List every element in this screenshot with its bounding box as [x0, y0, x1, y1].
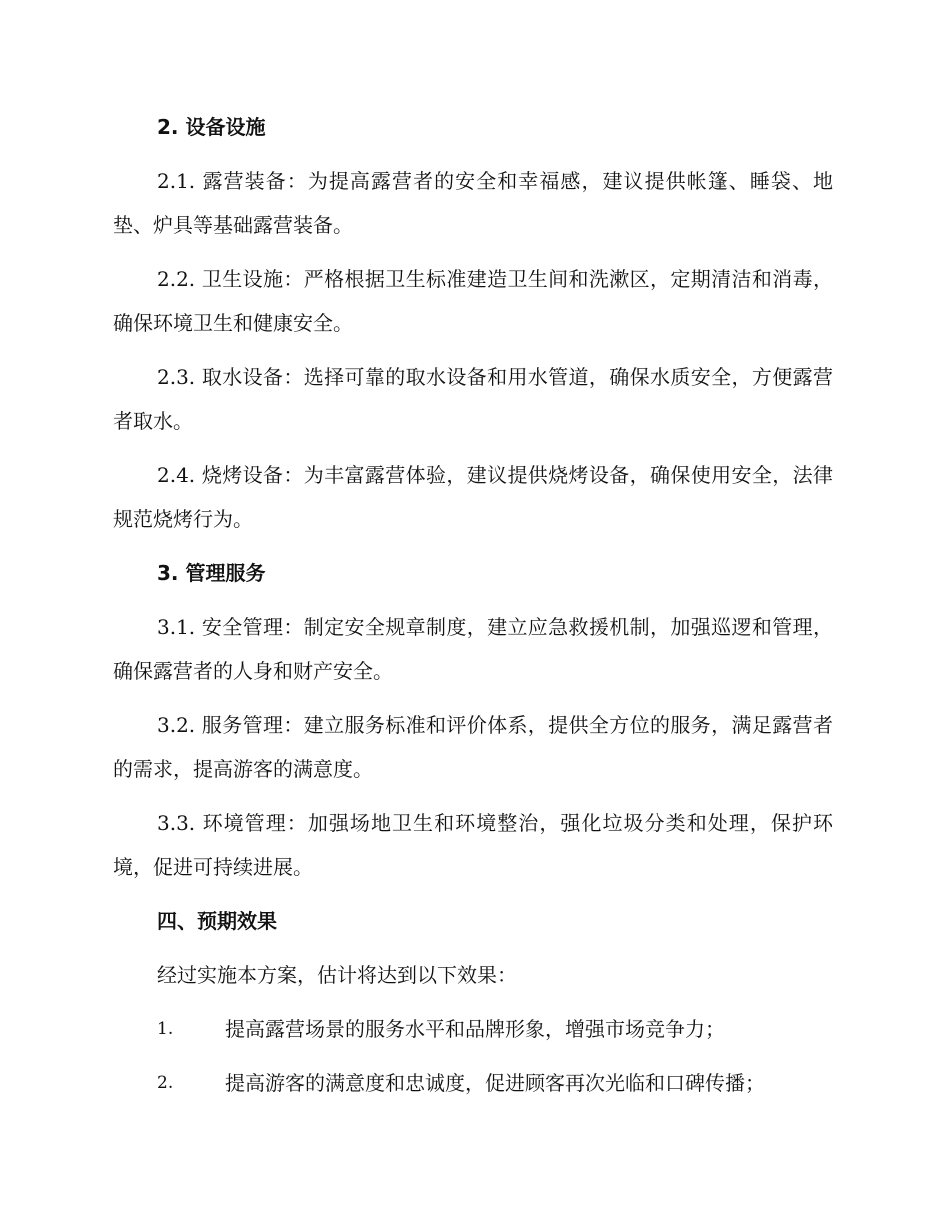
paragraph-environment-management: 3.3. 环境管理：加强场地卫生和环境整治，强化垃圾分类和处理，保护环境，促进可持续进展。	[113, 811, 833, 879]
list-text: 提高露营场景的服务水平和品牌形象，增强市场竞争力；	[225, 1017, 725, 1041]
document-body	[113, 105, 833, 1115]
paragraph-sanitation: 2.2. 卫生设施：严格根据卫生标准建造卫生间和洗漱区，定期清洁和消毒，确保环境卫生和健康安全。	[113, 267, 833, 335]
paragraph-camping-gear: 2.1. 露营装备：为提高露营者的安全和幸福感，建议提供帐篷、睡袋、地垫、炉具等基础露营装备。	[113, 169, 833, 237]
list-text: 提高游客的满意度和忠诚度，促进顾客再次光临和口碑传播；	[225, 1071, 765, 1095]
paragraph-safety-management: 3.1. 安全管理：制定安全规章制度，建立应急救援机制，加强巡逻和管理，确保露营者的人身和财产安全。	[113, 615, 833, 683]
list-number: 1.	[157, 1019, 174, 1039]
paragraph-service-management: 3.2. 服务管理：建立服务标准和评价体系，提供全方位的服务，满足露营者的需求，提高游客的满意度。	[113, 713, 833, 781]
paragraph-results-intro: 经过实施本方案，估计将达到以下效果：	[157, 963, 517, 987]
section-heading-equipment: 2. 设备设施	[157, 115, 266, 139]
section-heading-expected-results: 四、预期效果	[157, 909, 277, 933]
list-item	[113, 1007, 833, 1051]
paragraph-barbecue: 2.4. 烧烤设备：为丰富露营体验，建议提供烧烤设备，确保使用安全，法律规范烧烤行为。	[113, 463, 833, 531]
list-item	[113, 1061, 833, 1105]
list-number: 2.	[157, 1073, 174, 1093]
paragraph-water-supply: 2.3. 取水设备：选择可靠的取水设备和用水管道，确保水质安全，方便露营者取水。	[113, 365, 833, 433]
section-heading-management: 3. 管理服务	[157, 561, 266, 585]
